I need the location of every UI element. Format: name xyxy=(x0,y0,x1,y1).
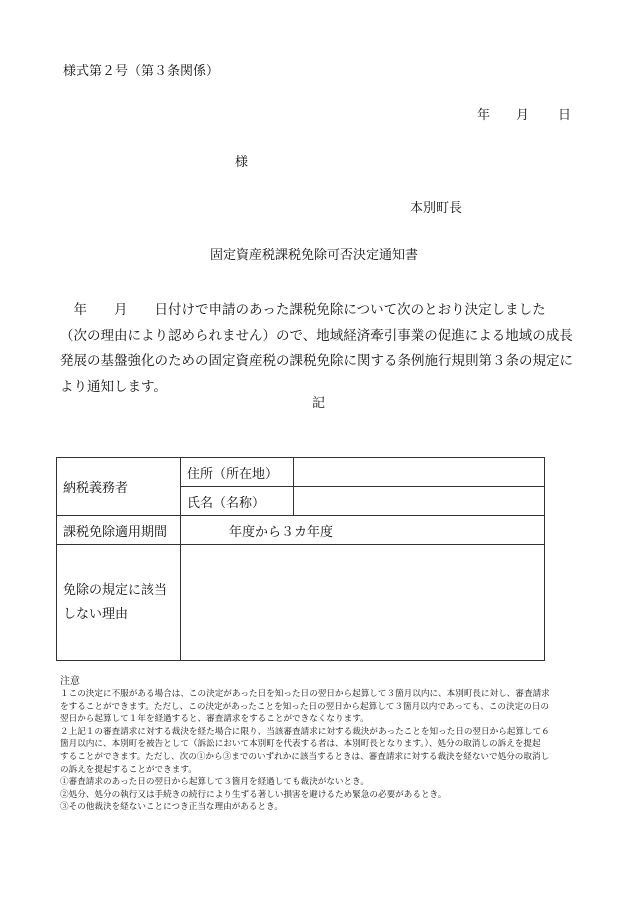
name-label: 氏名（名称） xyxy=(181,487,294,516)
address-label: 住所（所在地） xyxy=(181,458,294,487)
addressee-suffix: 様 xyxy=(235,155,249,170)
issuer-name: 本別町長 xyxy=(410,201,463,216)
reason-field[interactable] xyxy=(181,545,545,661)
details-table xyxy=(56,457,545,661)
note-line: 箇月以内に、本別町を被告として（訴訟において本別町を代表する者は、本別町長となります。）、処分の取消しの訴えを提起 xyxy=(60,739,541,750)
note-line: することができます。ただし、次の①から③までのいずれかに該当するときは、審査請求に対する裁決を経ないで処分の取消し xyxy=(60,751,550,762)
reason-label xyxy=(57,545,181,661)
body-line: より通知します。 xyxy=(60,378,167,395)
note-line: ２上記１の審査請求に対する裁決を経た場合に限り、当該審査請求に対する裁決があったことを知った日の翌日から起算して６ xyxy=(60,726,550,737)
body-line: （次の理由により認められません）ので、地域経済牽引事業の促進による地域の成長 xyxy=(60,327,573,344)
notes-section xyxy=(60,675,580,814)
body-line: 年 月 日付けで申請のあった課税免除について次のとおり決定しました xyxy=(60,302,546,318)
date-month-label: 月 xyxy=(516,108,530,123)
note-line: ②処分、処分の執行又は手続きの続行により生ずる著しい損害を避けるため緊急の必要があるとき。 xyxy=(60,789,447,800)
note-line: をすることができます。ただし、この決定があったことを知った日の翌日から起算して３箇月以内であっても、この決定の日の xyxy=(60,701,549,712)
document-title: 固定資産税課税免除可否決定通知書 xyxy=(210,248,419,263)
date-year-label: 年 xyxy=(477,108,491,123)
body-line: 発展の基盤強化のための固定資産税の課税免除に関する条例施行規則第３条の規定に xyxy=(60,353,573,369)
name-field[interactable] xyxy=(294,487,545,516)
note-line: １この決定に不服がある場合は、この決定があった日を知った日の翌日から起算して３箇月以内に、本別町長に対し、審査請求 xyxy=(60,689,550,699)
note-line: ①審査請求のあった日の翌日から起算して３箇月を経過しても裁決がないとき。 xyxy=(60,777,369,788)
notes-title: 注意 xyxy=(60,676,80,687)
reason-label-line: 免除の規定に該当 xyxy=(63,582,168,598)
note-line: ③その他裁決を経ないことにつき正当な理由があるとき。 xyxy=(60,802,283,813)
reason-label-line: しない理由 xyxy=(63,606,129,622)
period-field[interactable]: 年度から３カ年度 xyxy=(181,516,545,545)
form-number: 様式第２号（第３条関係） xyxy=(63,64,220,79)
note-line: の訴えを提起することができます。 xyxy=(60,764,197,775)
taxpayer-label: 納税義務者 xyxy=(57,458,181,516)
period-label: 課税免除適用期間 xyxy=(57,516,181,545)
body-paragraph xyxy=(60,298,578,400)
ki-heading: 記 xyxy=(312,396,326,411)
note-line: 翌日から起算して１年を経過すると、審査請求をすることができなくなります。 xyxy=(60,714,369,725)
date-day-label: 日 xyxy=(558,108,572,123)
address-field[interactable] xyxy=(294,458,545,487)
